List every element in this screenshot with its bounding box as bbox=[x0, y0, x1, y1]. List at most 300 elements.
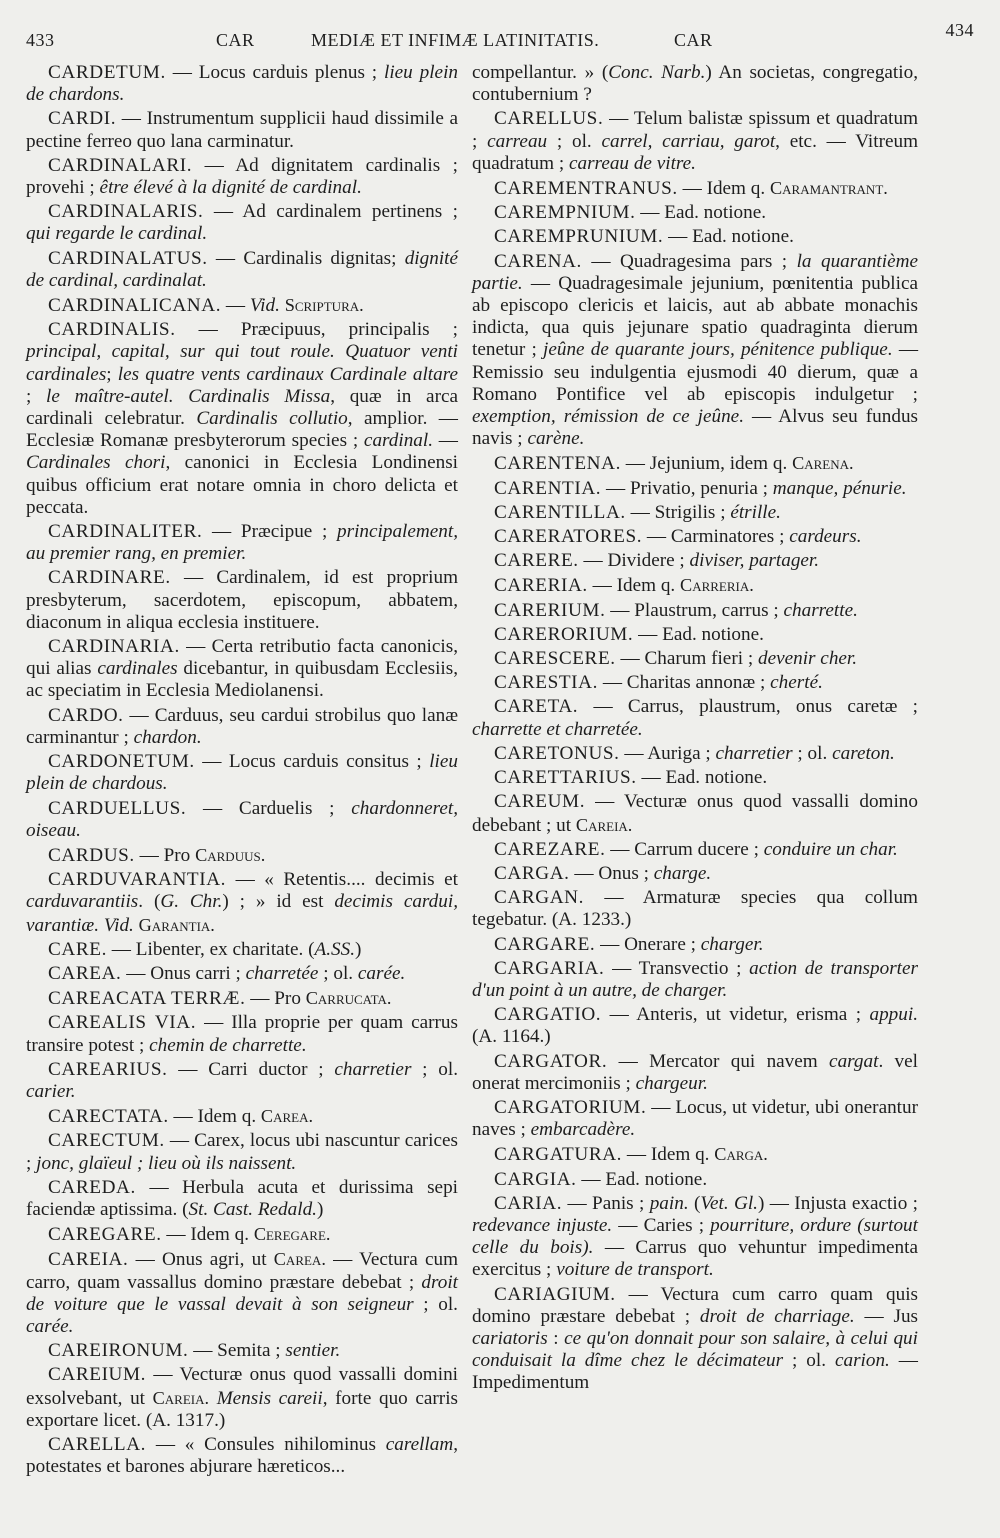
entry-text: — Ead. notione. bbox=[636, 767, 768, 789]
entry-headword: CAREIRONUM. bbox=[48, 1340, 189, 1362]
entry-text: dicebantur, in quibusdam Ecclesiis, ac speciatim in Ecclesia Mediolanensi. bbox=[26, 658, 458, 702]
entry-text: — Locus, ut videtur, ubi onerantur naves ; bbox=[472, 1096, 918, 1141]
entry-text: — Carminatores ; bbox=[642, 526, 790, 548]
entry-text: — Onus ; bbox=[569, 862, 654, 884]
entry-text bbox=[209, 1388, 217, 1409]
dictionary-entry bbox=[26, 319, 458, 519]
entry-text: — Instrumentum supplicii haud dissimile a pectine ferreo quo lana carminatur. bbox=[26, 108, 458, 152]
entry-text: — Impedimentum bbox=[472, 1350, 918, 1394]
entry-text: ; ol. bbox=[413, 1293, 458, 1315]
entry-headword: CARDINALITER. bbox=[48, 521, 203, 543]
dictionary-entry bbox=[472, 251, 918, 451]
entry-headword: CARECTUM. bbox=[48, 1130, 165, 1152]
entry-text: — bbox=[221, 295, 250, 317]
entry-text: — Quadragesimale jejunium, pœnitentia publica ab episcopo clericis et laicis, aut ab abbate monachis indicta, qua quis jejunare spatio quadraginta dierum tenetur ; bbox=[472, 272, 918, 361]
entry-headword: CARE. bbox=[48, 938, 107, 960]
dictionary-entry bbox=[26, 62, 458, 106]
italic-gloss: carée. bbox=[26, 1315, 74, 1337]
entry-text: ; ol. bbox=[547, 130, 602, 152]
cross-reference: Carduus. bbox=[195, 844, 266, 865]
italic-gloss: droit de charriage. bbox=[699, 1305, 855, 1327]
dictionary-entry bbox=[472, 648, 918, 670]
italic-gloss: exemption, rémission de ce jeûne. bbox=[472, 406, 744, 428]
dictionary-entry bbox=[472, 226, 918, 248]
entry-text: ) An societas, congregatio, contubernium ? bbox=[472, 62, 918, 106]
dictionary-entry bbox=[26, 1248, 458, 1338]
italic-gloss: diviser, partager. bbox=[689, 550, 820, 572]
entry-text: — Cardinalis dignitas; bbox=[207, 247, 405, 269]
running-header bbox=[26, 20, 974, 54]
dictionary-entry bbox=[26, 1177, 458, 1221]
dictionary-entry bbox=[472, 791, 918, 836]
entry-headword: CARENA. bbox=[494, 250, 582, 272]
entry-text: — Plaustrum, carrus ; bbox=[605, 599, 784, 621]
italic-gloss: cargat bbox=[829, 1050, 879, 1072]
entry-headword: CARETTARIUS. bbox=[494, 767, 637, 789]
entry-text: — Illa proprie per quam carrus transire potest ; bbox=[26, 1012, 458, 1056]
entry-text: , potestates et barones abjurare hæreticos... bbox=[26, 1433, 458, 1478]
dictionary-entry bbox=[472, 1097, 918, 1141]
headword-left: CAR bbox=[216, 30, 255, 50]
entry-headword: CARDINALARIS. bbox=[48, 201, 204, 223]
entry-text: — Idem q. bbox=[677, 178, 770, 200]
entry-text: — Ead. notione. bbox=[663, 226, 794, 248]
entry-text: — Ead. notione. bbox=[576, 1168, 708, 1190]
dictionary-entry bbox=[472, 600, 918, 622]
entry-headword: CARDINALICANA. bbox=[48, 295, 222, 317]
entry-headword: CAREARIUS. bbox=[48, 1058, 168, 1080]
entry-text: — Ead. notione. bbox=[635, 202, 767, 224]
italic-gloss: charge. bbox=[653, 862, 712, 884]
entry-headword: CARENTENA. bbox=[494, 453, 621, 475]
entry-text: , amplior. — Ecclesiæ Romanæ presbyterorum species ; bbox=[26, 408, 458, 452]
italic-gloss: carion. bbox=[834, 1350, 890, 1372]
dictionary-entry bbox=[472, 478, 918, 500]
page-number-left: 433 bbox=[26, 30, 55, 50]
entry-text: ; bbox=[106, 363, 118, 385]
entry-headword: CARDUVARANTIA. bbox=[48, 869, 227, 891]
dictionary-entry bbox=[472, 574, 918, 597]
entry-headword: CARDETUM. bbox=[48, 62, 166, 83]
entry-text: — « Retentis.... decimis et bbox=[226, 869, 458, 891]
dictionary-entry bbox=[472, 177, 918, 200]
entry-text: — Auriga ; bbox=[619, 742, 716, 764]
entry-headword: CARGATURA. bbox=[494, 1144, 623, 1166]
entry-text: — Charitas annonæ ; bbox=[598, 672, 771, 694]
entry-text: — Mercator qui navem bbox=[607, 1050, 830, 1072]
entry-text: — Præcipuus, principalis ; bbox=[175, 319, 458, 341]
entry-text: — Ad cardinalem pertinens ; bbox=[203, 201, 458, 223]
dictionary-entry bbox=[472, 863, 918, 885]
italic-gloss: pourriture, ordure (surtout celle du bois). bbox=[472, 1214, 918, 1259]
dictionary-entry bbox=[26, 294, 458, 317]
italic-gloss: charretier bbox=[715, 742, 793, 764]
entry-headword: CARESTIA. bbox=[494, 672, 599, 694]
entry-text: (A. 1164.) bbox=[472, 1026, 551, 1048]
italic-gloss: Conc. Narb. bbox=[608, 62, 706, 83]
dictionary-entry bbox=[26, 1364, 458, 1432]
entry-text: ) bbox=[316, 1198, 324, 1220]
italic-gloss: conduire un char. bbox=[763, 838, 898, 860]
italic-gloss: carène. bbox=[527, 428, 585, 450]
dictionary-entry bbox=[26, 939, 458, 961]
italic-gloss: être élevé à la dignité de cardinal. bbox=[99, 177, 362, 199]
entry-text: — Ead. notione. bbox=[633, 623, 764, 645]
entry-headword: CARIAGIUM. bbox=[494, 1283, 616, 1305]
entry-headword: CARERIA. bbox=[494, 575, 588, 597]
dictionary-entry bbox=[26, 155, 458, 199]
italic-gloss: carreau bbox=[487, 130, 548, 152]
cross-reference: Garantia. bbox=[138, 914, 215, 935]
dictionary-entry bbox=[26, 844, 458, 867]
entry-text: — Carduus, seu cardui strobilus quo lanæ carminantur ; bbox=[26, 704, 458, 748]
dictionary-entry bbox=[472, 1004, 918, 1048]
dictionary-entry bbox=[26, 798, 458, 842]
entry-text: compellantur. » ( bbox=[472, 62, 609, 83]
entry-text: — Carri ductor ; bbox=[167, 1058, 335, 1080]
italic-gloss: charrette et charretée. bbox=[472, 718, 643, 740]
cross-reference: Carea. bbox=[260, 1106, 314, 1127]
entry-headword: CARELLA. bbox=[48, 1433, 147, 1455]
italic-gloss: carduvarantiis bbox=[26, 891, 139, 913]
headword-right: CAR bbox=[674, 30, 713, 50]
italic-gloss: G. Chr. bbox=[160, 891, 223, 913]
dictionary-entry bbox=[472, 1193, 918, 1282]
entry-headword: CARGIA. bbox=[494, 1168, 577, 1190]
entry-text: — Quadragesima pars ; bbox=[581, 250, 797, 272]
italic-gloss: charretier bbox=[334, 1058, 412, 1080]
dictionary-entry bbox=[26, 248, 458, 292]
entry-text: — « Consules nihilominus bbox=[146, 1433, 386, 1455]
italic-gloss: étrille. bbox=[730, 501, 781, 523]
dictionary-entry bbox=[472, 202, 918, 224]
cross-reference: Scriptura. bbox=[284, 295, 364, 316]
italic-gloss: jeûne de quarante jours, pénitence publique. bbox=[543, 339, 893, 361]
dictionary-entry bbox=[26, 201, 458, 245]
italic-gloss: dignité de cardinal, cardinalat. bbox=[26, 247, 458, 291]
entry-headword: CAREUM. bbox=[494, 791, 586, 813]
entry-headword: CARGARIA. bbox=[494, 957, 605, 979]
dictionary-entry bbox=[472, 934, 918, 956]
entry-headword: CAREMPRUNIUM. bbox=[494, 226, 664, 248]
entry-text: — bbox=[433, 430, 458, 452]
italic-gloss: chardonneret, oiseau. bbox=[26, 797, 458, 841]
running-title: MEDIÆ ET INFIMÆ LATINITATIS. bbox=[311, 30, 600, 50]
italic-gloss: decimis cardui, varantiæ. Vid. bbox=[26, 891, 458, 936]
dictionary-entry bbox=[26, 1130, 458, 1174]
italic-gloss: charrette. bbox=[783, 599, 858, 621]
dictionary-entry bbox=[472, 1169, 918, 1191]
italic-gloss: chargeur. bbox=[635, 1072, 708, 1094]
dictionary-entry bbox=[26, 1223, 458, 1246]
entry-headword: CARENTIA. bbox=[494, 477, 602, 499]
dictionary-entry bbox=[472, 696, 918, 740]
entry-text: : bbox=[547, 1327, 565, 1349]
page-number-right: 434 bbox=[945, 20, 974, 40]
entry-text: — Jejunium, idem q. bbox=[620, 453, 793, 475]
entry-headword: CARETONUS. bbox=[494, 742, 620, 764]
italic-gloss: les quatre vents cardinaux Cardinale altare bbox=[117, 363, 458, 385]
italic-gloss: sentier. bbox=[285, 1340, 341, 1362]
entry-text: — Carrus, plaustrum, onus caretæ ; bbox=[578, 696, 918, 718]
entry-text: . vel onerat mercimoniis ; bbox=[472, 1050, 918, 1094]
entry-text: ; bbox=[26, 385, 47, 407]
entry-text: — Caries ; bbox=[612, 1214, 711, 1236]
cross-reference: Carga. bbox=[714, 1144, 768, 1165]
dictionary-entry bbox=[26, 1434, 458, 1478]
italic-gloss: charger. bbox=[700, 933, 764, 955]
entry-text: — Idem q. bbox=[168, 1106, 261, 1128]
dictionary-entry bbox=[472, 1284, 918, 1395]
cross-reference: Carrucata. bbox=[305, 988, 392, 1009]
entry-text: , forte quo carris exportare licet. (A. 1317.) bbox=[26, 1387, 458, 1431]
entry-text: — Anteris, ut videtur, erisma ; bbox=[601, 1004, 870, 1026]
entry-headword: CARDINARE. bbox=[48, 567, 171, 589]
entry-text: — Carrum ducere ; bbox=[605, 838, 764, 860]
entry-headword: CARERE. bbox=[494, 550, 579, 572]
dictionary-entry bbox=[26, 751, 458, 795]
italic-gloss: Cardinalis collutio bbox=[196, 408, 348, 430]
dictionary-entry bbox=[472, 452, 918, 475]
entry-headword: CARGATIO. bbox=[494, 1004, 602, 1026]
entry-text: — Carrus quo vehuntur impedimenta exercitus ; bbox=[472, 1237, 918, 1281]
cross-reference: Carena. bbox=[792, 453, 854, 474]
entry-headword: CARENTILLA. bbox=[494, 501, 626, 523]
dictionary-entry bbox=[26, 1012, 458, 1056]
entry-text: — Pro bbox=[245, 988, 306, 1010]
dictionary-entry bbox=[472, 550, 918, 572]
entry-text: ( bbox=[688, 1192, 701, 1214]
dictionary-entry bbox=[26, 636, 458, 703]
italic-gloss: droit de voiture que le vassal devait à son seigneur bbox=[26, 1271, 458, 1315]
entry-headword: CAREA. bbox=[48, 962, 122, 984]
entry-headword: CARDUS. bbox=[48, 844, 135, 866]
entry-text: — Ad dignitatem cardinalis ; provehi ; bbox=[26, 154, 458, 199]
dictionary-entry bbox=[472, 108, 918, 175]
dictionary-entry bbox=[472, 526, 918, 548]
entry-text: , etc. — Vitreum quadratum ; bbox=[472, 130, 918, 174]
dictionary-entry bbox=[26, 987, 458, 1010]
entry-headword: CARGATOR. bbox=[494, 1050, 608, 1072]
entry-text: — Privatio, penuria ; bbox=[601, 477, 773, 499]
italic-gloss: Cardinales chori bbox=[26, 452, 166, 474]
entry-text: ) — Injusta exactio ; bbox=[757, 1192, 918, 1214]
entry-text: — Idem q. bbox=[161, 1224, 254, 1246]
dictionary-entry bbox=[26, 521, 458, 565]
entry-text: , quæ in arca cardinali celebratur. bbox=[26, 385, 458, 430]
dictionary-entry bbox=[472, 1051, 918, 1095]
entry-headword: CAREIUM. bbox=[48, 1364, 147, 1386]
dictionary-entry bbox=[26, 567, 458, 634]
italic-gloss: carier. bbox=[26, 1080, 76, 1102]
entry-text: — Vecturæ onus quod vassalli domino debebant ; ut bbox=[472, 791, 918, 836]
entry-text: — Transvectio ; bbox=[604, 957, 750, 979]
entry-headword: CAREIA. bbox=[48, 1249, 129, 1271]
dictionary-entry bbox=[26, 963, 458, 985]
entry-headword: CARDUELLUS. bbox=[48, 797, 187, 819]
entry-headword: CAREZARE. bbox=[494, 838, 606, 860]
italic-gloss: cherté. bbox=[770, 672, 823, 694]
dictionary-entry bbox=[26, 1340, 458, 1362]
cross-reference: Carea. bbox=[273, 1249, 326, 1270]
entry-text: ; ol. bbox=[783, 1350, 835, 1372]
entry-text: — Dividere ; bbox=[578, 550, 690, 572]
dictionary-entry bbox=[472, 502, 918, 524]
italic-gloss: St. Cast. Redald. bbox=[188, 1198, 317, 1220]
dictionary-entry bbox=[472, 839, 918, 861]
entry-text: — Charum fieri ; bbox=[615, 648, 758, 670]
italic-gloss: A.SS. bbox=[314, 938, 356, 960]
italic-gloss: Vid. bbox=[249, 295, 280, 317]
dictionary-entry bbox=[472, 767, 918, 789]
italic-gloss: carreau de vitre. bbox=[568, 152, 696, 174]
cross-reference: Careia. bbox=[575, 814, 633, 835]
entry-headword: CAREMENTRANUS. bbox=[494, 178, 678, 200]
italic-gloss: pain. bbox=[649, 1192, 689, 1214]
entry-text: . ( bbox=[138, 891, 161, 913]
italic-gloss: voiture de transport. bbox=[556, 1259, 714, 1281]
entry-text: — Locus carduis consitus ; bbox=[194, 751, 430, 773]
entry-headword: CARDINALARI. bbox=[48, 154, 193, 176]
entry-headword: CARDINALIS. bbox=[48, 319, 176, 341]
entry-headword: CARDI. bbox=[48, 108, 117, 130]
cross-reference: Carreria. bbox=[680, 575, 754, 596]
entry-text: — Carduelis ; bbox=[186, 797, 352, 819]
right-column bbox=[472, 62, 918, 1397]
entry-headword: CARECTATA. bbox=[48, 1106, 169, 1128]
italic-gloss: chardon. bbox=[133, 726, 202, 748]
entry-text: — Herbula acuta et durissima sepi faciendæ aptissima. ( bbox=[26, 1176, 458, 1220]
dictionary-entry bbox=[472, 62, 918, 106]
italic-gloss: principal, capital, sur qui tout roule. Quatuor venti cardinales bbox=[26, 341, 458, 385]
italic-gloss: redevance injuste. bbox=[472, 1214, 613, 1236]
entry-text: ; ol. bbox=[318, 962, 358, 984]
entry-headword: CAREMPNIUM. bbox=[494, 202, 636, 224]
dictionary-entry bbox=[472, 1143, 918, 1166]
entry-text: ) ; » id est bbox=[222, 891, 335, 913]
italic-gloss: lieu plein de chardons. bbox=[26, 62, 458, 106]
dictionary-entry bbox=[472, 958, 918, 1002]
dictionary-entry bbox=[472, 624, 918, 646]
entry-text: — Armaturæ species qua collum tegebatur. (A. 1233.) bbox=[472, 887, 918, 931]
entry-text: — Jus bbox=[854, 1305, 919, 1327]
entry-text: — Carex, locus ubi nascuntur carices ; bbox=[26, 1130, 458, 1174]
entry-text: — Strigilis ; bbox=[625, 501, 731, 523]
entry-headword: CARDONETUM. bbox=[48, 751, 195, 773]
italic-gloss: principalement, au premier rang, en premier. bbox=[26, 521, 458, 565]
entry-text: — Pro bbox=[134, 844, 196, 866]
entry-headword: CARIA. bbox=[494, 1192, 563, 1214]
entry-headword: CARGAN. bbox=[494, 887, 585, 909]
italic-gloss: embarcadère. bbox=[530, 1119, 636, 1141]
entry-headword: CARERORIUM. bbox=[494, 623, 634, 645]
italic-gloss: action de transporter d'un point à un autre, de charger. bbox=[472, 957, 918, 1001]
italic-gloss: carée. bbox=[357, 962, 406, 984]
italic-gloss: Vet. Gl. bbox=[700, 1192, 758, 1214]
entry-headword: CARGA. bbox=[494, 862, 570, 884]
italic-gloss: careton. bbox=[832, 742, 895, 764]
entry-text: — Libenter, ex charitate. ( bbox=[106, 938, 315, 960]
entry-text: ; ol. bbox=[411, 1058, 458, 1080]
entry-text: , canonici in Ecclesia Londinensi quibus officium erat notare omnia in choro delicta et peccata. bbox=[26, 452, 458, 518]
dictionary-entry bbox=[26, 1105, 458, 1128]
italic-gloss: cardinales bbox=[97, 658, 178, 680]
italic-gloss: cariatoris bbox=[472, 1327, 548, 1349]
dictionary-entry bbox=[26, 108, 458, 152]
italic-gloss: la quarantième partie. bbox=[472, 250, 918, 294]
italic-gloss: chemin de charrette. bbox=[149, 1034, 307, 1056]
entry-headword: CAREDA. bbox=[48, 1176, 136, 1198]
entry-text: — Cardinalem, id est proprium presbyterum, sacerdotem, episcopum, abbatem, diaconum in aliqua ecclesia instituere. bbox=[26, 567, 458, 633]
entry-text: ) bbox=[355, 938, 362, 960]
entry-text: — Onus agri, ut bbox=[128, 1249, 274, 1271]
dictionary-entry bbox=[472, 743, 918, 765]
italic-gloss: carrel, carriau, garot bbox=[601, 130, 776, 152]
entry-text: — Vectura cum carro quam quis domino præstare debebat ; bbox=[472, 1283, 918, 1327]
italic-gloss: ce qu'on donnait pour son salaire, à celui qui conduisait la dîme chez le décimateur bbox=[472, 1327, 918, 1372]
entry-headword: CARELLUS. bbox=[494, 108, 604, 130]
entry-headword: CARDO. bbox=[48, 704, 124, 726]
entry-text: — Panis ; bbox=[562, 1192, 650, 1214]
entry-text: — Telum balistæ spissum et quadratum ; bbox=[472, 108, 918, 152]
dictionary-entry bbox=[26, 1059, 458, 1103]
italic-gloss: le maître-autel. Cardinalis Missa bbox=[46, 385, 331, 407]
entry-text: — Onus carri ; bbox=[121, 962, 246, 984]
entry-headword: CARGARE. bbox=[494, 933, 596, 955]
entry-headword: CAREGARE. bbox=[48, 1224, 162, 1246]
entry-text: — Certa retributio facta canonicis, qui alias bbox=[26, 636, 458, 680]
italic-gloss: lieu plein de chardous. bbox=[26, 751, 458, 795]
entry-text: — Præcipue ; bbox=[202, 521, 338, 543]
entry-headword: CARDINALATUS. bbox=[48, 247, 208, 269]
entry-text: — Onerare ; bbox=[595, 933, 701, 955]
italic-gloss: devenir cher. bbox=[757, 648, 858, 670]
entry-headword: CARERATORES. bbox=[494, 526, 643, 548]
entry-text: — Alvus seu fundus navis ; bbox=[472, 406, 919, 450]
italic-gloss: jonc, glaïeul ; lieu où ils naissent. bbox=[36, 1152, 297, 1174]
entry-headword: CAREACATA TERRÆ. bbox=[48, 988, 246, 1010]
italic-gloss: charretée bbox=[245, 962, 319, 984]
entry-text: — Idem q. bbox=[587, 575, 681, 597]
dictionary-entry bbox=[26, 705, 458, 749]
entry-text: — Locus carduis plenus ; bbox=[165, 62, 384, 83]
italic-gloss: Mensis careii bbox=[216, 1387, 323, 1409]
entry-headword: CARGATORIUM. bbox=[494, 1096, 647, 1118]
italic-gloss: manque, pénurie. bbox=[772, 477, 907, 499]
entry-headword: CARESCERE. bbox=[494, 648, 616, 670]
entry-text: — Idem q. bbox=[622, 1144, 715, 1166]
italic-gloss: appui. bbox=[869, 1004, 918, 1026]
entry-headword: CARETA. bbox=[494, 696, 579, 718]
cross-reference: Ceregare. bbox=[253, 1224, 331, 1245]
entry-text: — Remissio seu indulgentia ejusmodi 40 dierum, quæ a Romano Pontifice vel ab episcopis indulgetur ; bbox=[472, 339, 919, 405]
dictionary-entry bbox=[472, 887, 918, 931]
italic-gloss: qui regarde le cardinal. bbox=[26, 223, 208, 245]
italic-gloss: cardinal. bbox=[363, 430, 434, 452]
dictionary-entry bbox=[472, 672, 918, 694]
cross-reference: Careia. bbox=[152, 1387, 210, 1408]
cross-reference: Caramantrant. bbox=[769, 178, 888, 199]
entry-text: — Semita ; bbox=[188, 1340, 286, 1362]
entry-text: ; ol. bbox=[792, 742, 833, 764]
entry-text: — Vectura cum carro, quam vassallus domino præstare debebat ; bbox=[26, 1249, 458, 1293]
entry-headword: CAREALIS VIA. bbox=[48, 1012, 197, 1034]
italic-gloss: carellam bbox=[385, 1433, 454, 1455]
entry-headword: CARDINARIA. bbox=[48, 636, 180, 658]
italic-gloss: cardeurs. bbox=[789, 526, 862, 548]
dictionary-entry bbox=[26, 869, 458, 937]
left-column bbox=[26, 62, 458, 1480]
